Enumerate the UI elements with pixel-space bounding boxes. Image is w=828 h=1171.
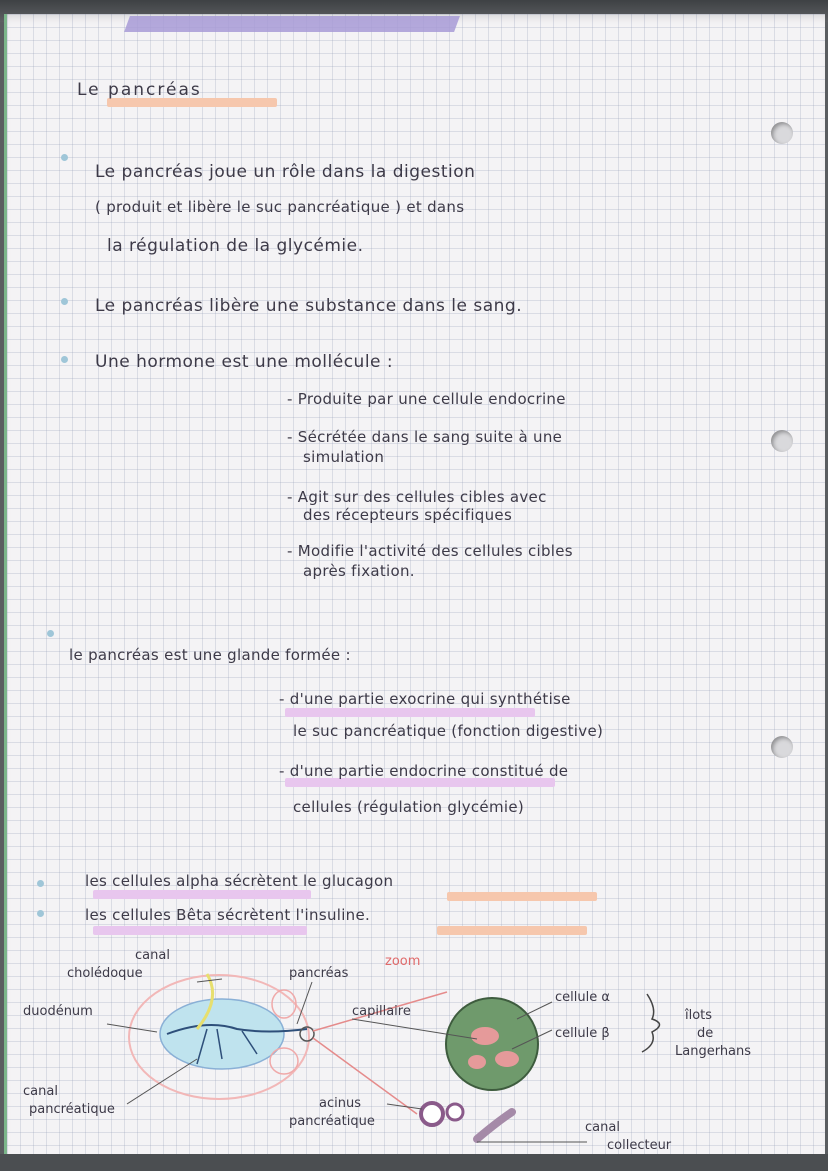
label-canal-choledoque-2: cholédoque [67,966,143,981]
acinus-shape [421,1103,443,1125]
beta-cells-line: les cellules Bêta sécrètent l'insuline. [85,906,371,924]
hormone-property-line: - Produite par une cellule endocrine [287,390,566,408]
grid-paper-sheet [4,14,825,1154]
gland-line: - d'une partie exocrine qui synthétise [279,690,571,708]
label-capillaire: capillaire [352,1004,411,1019]
label-pancreas: pancréas [289,966,349,981]
bullet-dot [37,880,44,887]
bullet-text-line: Une hormone est une mollécule : [95,352,394,372]
binder-hole-lower [771,736,793,758]
label-ilots-1: îlots [685,1008,713,1023]
hormone-property-line: - Sécrétée dans le sang suite à une [287,428,563,446]
purple-page-edge [124,16,460,32]
alpha-highlight [93,890,311,899]
label-cellule-a: cellule α [555,990,610,1005]
label-canal-collecteur-2: collecteur [607,1138,672,1153]
label-canal-pancreatique-1: canal [23,1084,58,1099]
collecting-duct [477,1112,512,1139]
bullet-text-line: Le pancréas joue un rôle dans la digestion [95,162,476,182]
label-canal-pancreatique-2: pancréatique [29,1102,115,1117]
label-canal-collecteur-1: canal [585,1120,620,1135]
gland-intro: le pancréas est une glande formée : [69,646,351,664]
exocrine-highlight [285,708,535,717]
islet-of-langerhans [446,998,538,1090]
label-acinus-2: pancréatique [289,1114,375,1129]
label-acinus-1: acinus [319,1096,361,1111]
label-ilots-3: Langerhans [675,1044,752,1059]
bullet-dot [37,910,44,917]
label-duodenum: duodénum [23,1004,93,1019]
hormone-property-line: - Modifie l'activité des cellules cibles [287,542,573,560]
bullet-dot [61,356,68,363]
hormone-property-line: - Agit sur des cellules cibles avec [287,488,547,506]
bullet-dot [47,630,54,637]
gland-line: cellules (régulation glycémie) [293,798,525,816]
bullet-dot [61,154,68,161]
binder-hole-top [771,122,793,144]
dark-background-bottom [0,1154,828,1171]
label-ilots-2: de [697,1026,714,1041]
bullet-text-line: Le pancréas libère une substance dans le sang. [95,296,523,316]
label-zoom: zoom [385,954,421,969]
gland-line: - d'une partie endocrine constitué de [279,762,569,780]
bullet-text-line: ( produit et libère le suc pancréatique ) et dans [95,198,465,216]
bullet-text-line: la régulation de la glycémie. [107,236,364,256]
hormone-property-line: simulation [303,448,385,466]
page-title: Le pancréas [77,80,202,100]
label-canal-choledoque-1: canal [135,948,170,963]
brace [642,994,660,1052]
hormone-property-line: après fixation. [303,562,415,580]
binder-hole-middle [771,430,793,452]
glucagon-highlight [447,892,597,901]
alpha-cells-line: les cellules alpha sécrètent le glucagon [85,872,394,890]
bullet-dot [61,298,68,305]
gland-line: le suc pancréatique (fonction digestive) [293,722,604,740]
hormone-property-line: des récepteurs spécifiques [303,506,513,524]
label-cellule-b: cellule β [555,1026,610,1041]
